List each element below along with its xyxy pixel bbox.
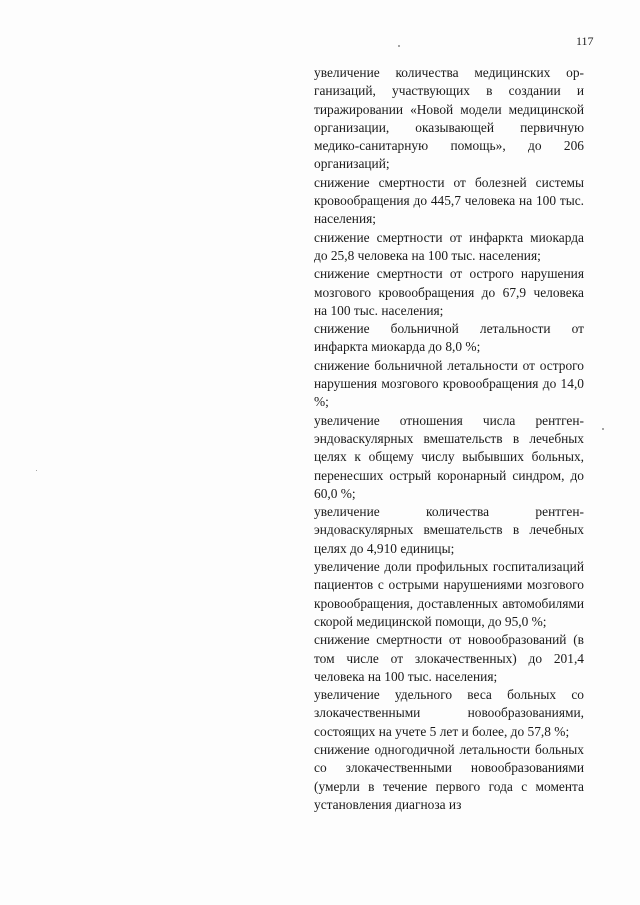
- page-number: 117: [576, 34, 594, 48]
- list-item: увеличение доли профильных госпитализаций пациентов с острыми нарушениями мозгового кровообращения, доставленных автомобилями скорой медицинской помощи, до 95,0 %;: [314, 559, 584, 629]
- list-item: увеличение отношения числа рентгенэндоваскулярных вмешательств в лечебных целях к общему числу выбывших больных, перенесших острый коронарный синдром, до 60,0 %;: [314, 412, 584, 501]
- list-item: снижение смертности от болезней системы кровообращения до 445,7 человека на 100 тыс. населения;: [314, 174, 584, 227]
- scan-speck: [36, 470, 37, 471]
- list-item: увеличение количества медицинских организаций, участвующих в создании и тиражировании «Новой модели медицинской организации, оказывающей первичную медико-санитарную помощь», до 206 организаций;: [314, 65, 584, 172]
- text-column: [314, 64, 584, 814]
- list-item: снижение смертности от инфаркта миокарда до 25,8 человека на 100 тыс. населения;: [314, 229, 584, 263]
- list-item: увеличение количества рентгенэндоваскулярных вмешательств в лечебных целях до 4,910 единицы;: [314, 504, 584, 556]
- list-item: снижение смертности от новообразований (в том числе от злокачественных) до 201,4 человека на 100 тыс. населения;: [314, 632, 584, 684]
- list-item: снижение одногодичной летальности больных со злокачественными новообразованиями (умерли в течение первого года с момента установления диагноза из: [314, 741, 584, 812]
- list-item: увеличение удельного веса больных со злокачественными новообразованиями, состоящих на учете 5 лет и более, до 57,8 %;: [314, 687, 584, 739]
- list-item: снижение больничной летальности от острого нарушения мозгового кровообращения до 14,0 %;: [314, 357, 584, 410]
- list-item: снижение больничной летальности от инфаркта миокарда до 8,0 %;: [314, 321, 584, 355]
- list-item: снижение смертности от острого нарушения мозгового кровообращения до 67,9 человека на 100 тыс. населения;: [314, 266, 584, 318]
- scan-speck: [398, 45, 400, 47]
- scan-speck: [602, 428, 604, 430]
